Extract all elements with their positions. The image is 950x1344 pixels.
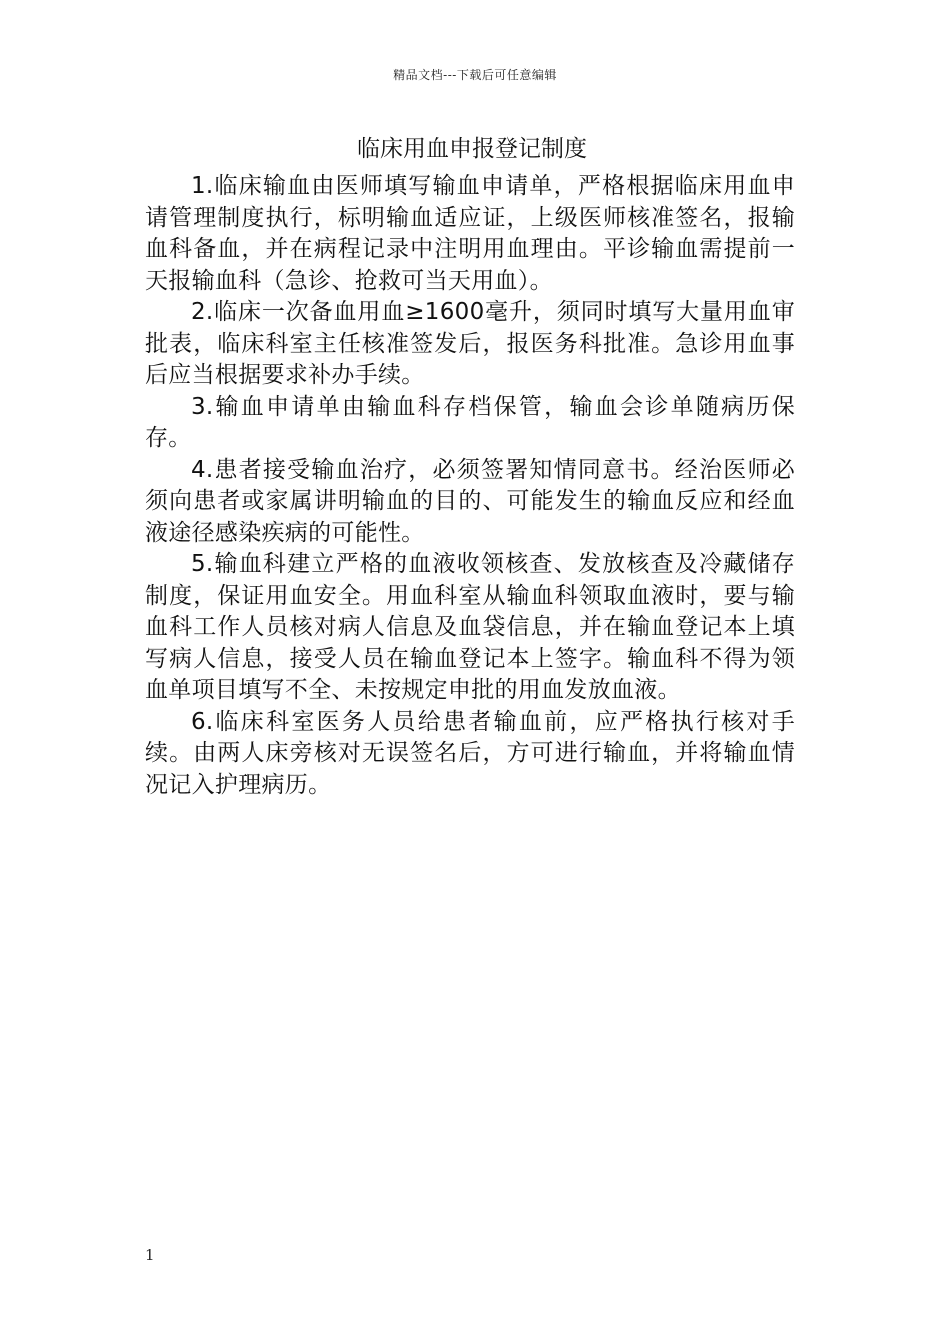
page-number: 1 bbox=[145, 1246, 155, 1264]
document-body bbox=[145, 131, 795, 801]
paragraph-2: 2.临床一次备血用血≥1600毫升，须同时填写大量用血审批表，临床科室主任核准签发后，报医务科批准。急诊用血事后应当根据要求补办手续。 bbox=[145, 299, 795, 388]
page-header: 精品文档---下载后可任意编辑 bbox=[393, 68, 557, 82]
paragraph-3: 3.输血申请单由输血科存档保管，输血会诊单随病历保存。 bbox=[145, 393, 795, 451]
paragraph-5: 5.输血科建立严格的血液收领核查、发放核查及冷藏储存制度，保证用血安全。用血科室从输血科领取血液时，要与输血科工作人员核对病人信息及血袋信息，并在输血登记本上填写病人信息，接受人员在输血登记本上签字。输血科不得为领血单项目填写不全、未按规定申批的用血发放血液。 bbox=[145, 551, 795, 703]
paragraph-1: 1.临床输血由医师填写输血申请单，严格根据临床用血申请管理制度执行，标明输血适应证，上级医师核准签名，报输血科备血，并在病程记录中注明用血理由。平诊输血需提前一天报输血科（急诊、抢救可当天用血）。 bbox=[145, 173, 795, 294]
paragraph-4: 4.患者接受输血治疗，必须签署知情同意书。经治医师必须向患者或家属讲明输血的目的、可能发生的输血反应和经血液途径感染疾病的可能性。 bbox=[145, 456, 795, 546]
document-title: 临床用血申报登记制度 bbox=[357, 136, 587, 162]
paragraph-6: 6.临床科室医务人员给患者输血前，应严格执行核对手续。由两人床旁核对无误签名后，方可进行输血，并将输血情况记入护理病历。 bbox=[145, 708, 795, 798]
